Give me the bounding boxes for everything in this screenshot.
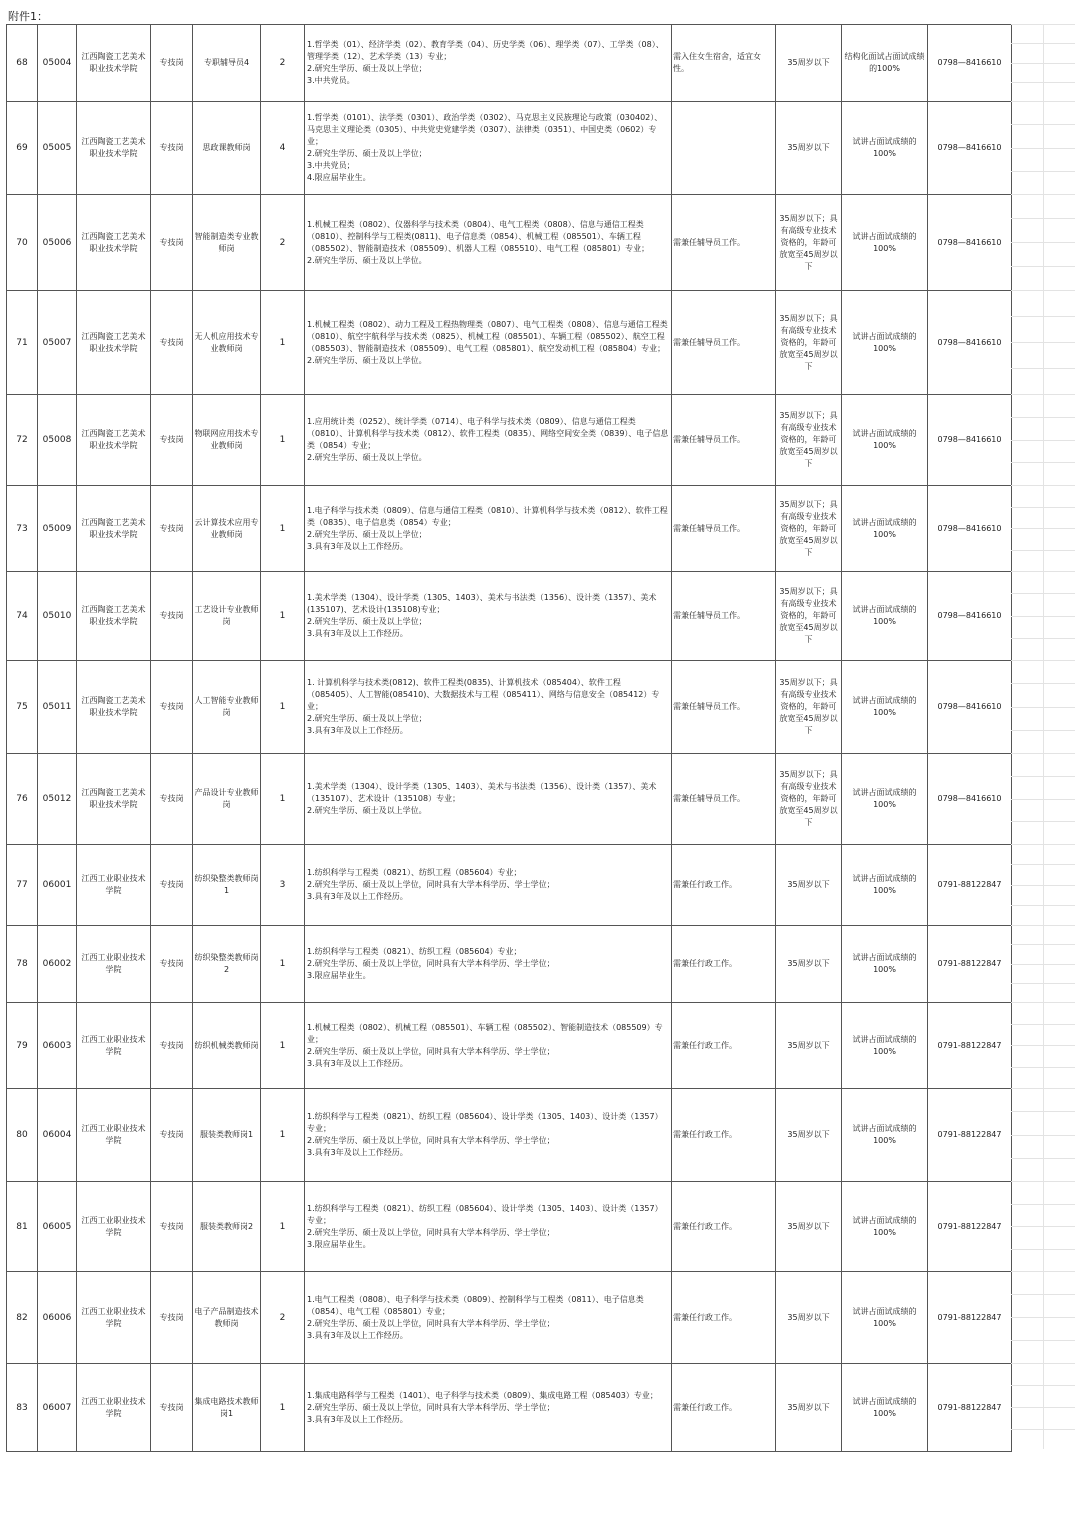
post-code-cell: 06004	[38, 1089, 77, 1182]
exam-method-cell: 试讲占面试成绩的100%	[842, 926, 928, 1003]
row-number-cell: 81	[7, 1182, 38, 1272]
exam-method-cell: 试讲占面试成绩的100%	[842, 486, 928, 572]
grid-horizontal-line	[1011, 1226, 1075, 1227]
unit-name-cell: 江西工业职业技术学院	[77, 1089, 151, 1182]
grid-horizontal-line	[1011, 1271, 1075, 1272]
grid-horizontal-line	[1011, 266, 1075, 267]
unit-name-cell: 江西陶瓷工艺美术职业技术学院	[77, 754, 151, 845]
grid-horizontal-line	[1011, 342, 1075, 343]
requirements-cell: 1.机械工程类（0802）、动力工程及工程热物理类（0807）、电气工程类（0808）、信息与通信工程类（0810）、航空宇航科学与技术类（0825）、机械工程（085501）、车辆工程（085502）、航空工程（085503）、智能制造技术（085509）、电气工程（085801）、航空发动机工程（085804）专业； 2.研究生学历、硕士及以上学位。	[305, 291, 672, 395]
post-name-cell: 集成电路技术教师岗1	[193, 1364, 261, 1452]
requirements-cell: 1.机械工程类（0802）、仪器科学与技术类（0804）、电气工程类（0808）、信息与通信工程类（0810）、控制科学与工程类(0811)、电子信息类（0854）、机械工程（085501）、车辆工程（085502）、智能制造技术（085509）、机器人工程（085510）、电气工程（085801）专业； 2.研究生学历、硕士及以上学位。	[305, 195, 672, 291]
unit-name-cell: 江西陶瓷工艺美术职业技术学院	[77, 102, 151, 195]
notes-cell: 需兼任行政工作。	[672, 1364, 776, 1452]
requirements-cell: 1.纺织科学与工程类（0821）、纺织工程（085604）专业； 2.研究生学历、硕士及以上学位，同时具有大学本科学历、学士学位； 3.限应届毕业生。	[305, 926, 672, 1003]
unit-name-cell: 江西工业职业技术学院	[77, 845, 151, 926]
table-row	[7, 754, 1012, 845]
unit-name-cell: 江西陶瓷工艺美术职业技术学院	[77, 661, 151, 754]
grid-horizontal-line	[1011, 885, 1075, 886]
post-name-cell: 纺织染整类教师岗2	[193, 926, 261, 1003]
exam-method-cell: 试讲占面试成绩的100%	[842, 291, 928, 395]
phone-cell: 0798—8416610	[928, 486, 1012, 572]
table-row	[7, 102, 1012, 195]
grid-horizontal-line	[1011, 63, 1075, 64]
table-row	[7, 291, 1012, 395]
grid-horizontal-line	[1011, 218, 1075, 219]
headcount-cell: 1	[261, 291, 305, 395]
notes-cell: 需兼任辅导员工作。	[672, 572, 776, 661]
age-limit-cell: 35周岁以下；具有高级专业技术资格的，年龄可放宽至45周岁以下	[776, 754, 842, 845]
grid-horizontal-line	[1011, 462, 1075, 463]
unit-name-cell: 江西陶瓷工艺美术职业技术学院	[77, 291, 151, 395]
post-name-cell: 电子产品制造技术教师岗	[193, 1272, 261, 1364]
post-category-cell: 专技岗	[151, 102, 193, 195]
notes-cell	[672, 102, 776, 195]
grid-horizontal-line	[1011, 82, 1075, 83]
post-category-cell: 专技岗	[151, 1272, 193, 1364]
headcount-cell: 1	[261, 754, 305, 845]
age-limit-cell: 35周岁以下；具有高级专业技术资格的，年龄可放宽至45周岁以下	[776, 572, 842, 661]
requirements-cell: 1.美术学类（1304）、设计学类（1305、1403）、美术与书法类（1356）、设计类（1357）、美术（135107）、艺术设计（135108）专业； 2.研究生学历、硕士及以上学位。	[305, 754, 672, 845]
table-row	[7, 25, 1012, 102]
grid-horizontal-line	[1011, 1024, 1075, 1025]
spreadsheet-gridlines	[1011, 24, 1075, 1449]
row-number-cell: 71	[7, 291, 38, 395]
row-number-cell: 69	[7, 102, 38, 195]
post-name-cell: 纺织染整类教师岗1	[193, 845, 261, 926]
notes-cell: 需兼任行政工作。	[672, 1089, 776, 1182]
exam-method-cell: 试讲占面试成绩的100%	[842, 572, 928, 661]
age-limit-cell: 35周岁以下；具有高级专业技术资格的，年龄可放宽至45周岁以下	[776, 661, 842, 754]
age-limit-cell: 35周岁以下；具有高级专业技术资格的，年龄可放宽至45周岁以下	[776, 486, 842, 572]
unit-name-cell: 江西工业职业技术学院	[77, 1003, 151, 1089]
post-code-cell: 05005	[38, 102, 77, 195]
exam-method-cell: 结构化面试占面试成绩的100%	[842, 25, 928, 102]
row-number-cell: 77	[7, 845, 38, 926]
grid-horizontal-line	[1011, 171, 1075, 172]
age-limit-cell: 35周岁以下；具有高级专业技术资格的，年龄可放宽至45周岁以下	[776, 291, 842, 395]
recruitment-table	[6, 24, 1012, 1452]
grid-horizontal-line	[1011, 290, 1075, 291]
post-code-cell: 05007	[38, 291, 77, 395]
phone-cell: 0798—8416610	[928, 102, 1012, 195]
post-name-cell: 物联网应用技术专业教师岗	[193, 395, 261, 486]
post-category-cell: 专技岗	[151, 25, 193, 102]
notes-cell: 需兼任行政工作。	[672, 926, 776, 1003]
table-row	[7, 1364, 1012, 1452]
post-code-cell: 06007	[38, 1364, 77, 1452]
exam-method-cell: 试讲占面试成绩的100%	[842, 1089, 928, 1182]
grid-horizontal-line	[1011, 368, 1075, 369]
post-name-cell: 服装类教师岗2	[193, 1182, 261, 1272]
post-code-cell: 06001	[38, 845, 77, 926]
post-name-cell: 思政课教师岗	[193, 102, 261, 195]
grid-horizontal-line	[1011, 753, 1075, 754]
notes-cell: 需兼任辅导员工作。	[672, 291, 776, 395]
phone-cell: 0791-88122847	[928, 845, 1012, 926]
grid-horizontal-line	[1011, 507, 1075, 508]
post-name-cell: 云计算技术应用专业教师岗	[193, 486, 261, 572]
exam-method-cell: 试讲占面试成绩的100%	[842, 1272, 928, 1364]
grid-horizontal-line	[1011, 124, 1075, 125]
exam-method-cell: 试讲占面试成绩的100%	[842, 195, 928, 291]
notes-cell: 需入住女生宿舍，适宜女性。	[672, 25, 776, 102]
post-name-cell: 纺织机械类教师岗	[193, 1003, 261, 1089]
grid-horizontal-line	[1011, 1249, 1075, 1250]
grid-horizontal-line	[1011, 776, 1075, 777]
post-code-cell: 05006	[38, 195, 77, 291]
grid-horizontal-line	[1011, 571, 1075, 572]
grid-horizontal-line	[1011, 550, 1075, 551]
grid-horizontal-line	[1011, 316, 1075, 317]
attachment-label: 附件1：	[8, 10, 48, 23]
headcount-cell: 4	[261, 102, 305, 195]
row-number-cell: 68	[7, 25, 38, 102]
grid-horizontal-line	[1011, 528, 1075, 529]
grid-horizontal-line	[1011, 905, 1075, 906]
post-category-cell: 专技岗	[151, 754, 193, 845]
table-body	[7, 25, 1012, 1452]
row-number-cell: 75	[7, 661, 38, 754]
grid-horizontal-line	[1011, 1002, 1075, 1003]
table-row	[7, 926, 1012, 1003]
grid-horizontal-line	[1011, 1067, 1075, 1068]
exam-method-cell: 试讲占面试成绩的100%	[842, 1003, 928, 1089]
grid-horizontal-line	[1011, 660, 1075, 661]
headcount-cell: 2	[261, 1272, 305, 1364]
phone-cell: 0798—8416610	[928, 754, 1012, 845]
phone-cell: 0798—8416610	[928, 395, 1012, 486]
post-category-cell: 专技岗	[151, 1182, 193, 1272]
phone-cell: 0798—8416610	[928, 291, 1012, 395]
table-row	[7, 845, 1012, 926]
table-row	[7, 1003, 1012, 1089]
phone-cell: 0791-88122847	[928, 926, 1012, 1003]
age-limit-cell: 35周岁以下	[776, 1089, 842, 1182]
grid-horizontal-line	[1011, 417, 1075, 418]
requirements-cell: 1.纺织科学与工程类（0821）、纺织工程（085604）、设计学类（1305、1403）、设计类（1357）专业； 2.研究生学历、硕士及以上学位，同时具有大学本科学历、学士学位； 3.限应届毕业生。	[305, 1182, 672, 1272]
row-number-cell: 79	[7, 1003, 38, 1089]
grid-horizontal-line	[1011, 683, 1075, 684]
row-number-cell: 73	[7, 486, 38, 572]
grid-horizontal-line	[1011, 242, 1075, 243]
post-code-cell: 05009	[38, 486, 77, 572]
headcount-cell: 1	[261, 1182, 305, 1272]
row-number-cell: 80	[7, 1089, 38, 1182]
row-number-cell: 83	[7, 1364, 38, 1452]
post-category-cell: 专技岗	[151, 395, 193, 486]
requirements-cell: 1.纺织科学与工程类（0821）、纺织工程（085604）专业； 2.研究生学历、硕士及以上学位，同时具有大学本科学历、学士学位； 3.具有3年及以上工作经历。	[305, 845, 672, 926]
grid-horizontal-line	[1011, 799, 1075, 800]
post-code-cell: 06002	[38, 926, 77, 1003]
grid-horizontal-line	[1011, 925, 1075, 926]
unit-name-cell: 江西工业职业技术学院	[77, 1272, 151, 1364]
notes-cell: 需兼任辅导员工作。	[672, 395, 776, 486]
notes-cell: 需兼任行政工作。	[672, 1003, 776, 1089]
age-limit-cell: 35周岁以下；具有高级专业技术资格的，年龄可放宽至45周岁以下	[776, 195, 842, 291]
row-number-cell: 72	[7, 395, 38, 486]
grid-horizontal-line	[1011, 864, 1075, 865]
unit-name-cell: 江西陶瓷工艺美术职业技术学院	[77, 25, 151, 102]
post-name-cell: 工艺设计专业教师岗	[193, 572, 261, 661]
grid-horizontal-line	[1011, 593, 1075, 594]
post-category-cell: 专技岗	[151, 845, 193, 926]
requirements-cell: 1.纺织科学与工程类（0821）、纺织工程（085604）、设计学类（1305、1403）、设计类（1357）专业； 2.研究生学历、硕士及以上学位，同时具有大学本科学历、学士学位； 3.具有3年及以上工作经历。	[305, 1089, 672, 1182]
grid-horizontal-line	[1011, 485, 1075, 486]
post-code-cell: 05012	[38, 754, 77, 845]
grid-horizontal-line	[1011, 1363, 1075, 1364]
notes-cell: 需兼任行政工作。	[672, 1182, 776, 1272]
phone-cell: 0791-88122847	[928, 1003, 1012, 1089]
grid-horizontal-line	[1011, 148, 1075, 149]
post-name-cell: 智能制造类专业教师岗	[193, 195, 261, 291]
post-code-cell: 06003	[38, 1003, 77, 1089]
post-code-cell: 05011	[38, 661, 77, 754]
grid-horizontal-line	[1011, 1317, 1075, 1318]
phone-cell: 0791-88122847	[928, 1182, 1012, 1272]
table-row	[7, 1272, 1012, 1364]
notes-cell: 需兼任行政工作。	[672, 1272, 776, 1364]
grid-horizontal-line	[1011, 101, 1075, 102]
grid-vertical-line	[1043, 24, 1044, 1449]
exam-method-cell: 试讲占面试成绩的100%	[842, 102, 928, 195]
notes-cell: 需兼任辅导员工作。	[672, 661, 776, 754]
post-category-cell: 专技岗	[151, 926, 193, 1003]
age-limit-cell: 35周岁以下	[776, 1272, 842, 1364]
grid-horizontal-line	[1011, 194, 1075, 195]
grid-horizontal-line	[1011, 1385, 1075, 1386]
table-row	[7, 661, 1012, 754]
grid-horizontal-line	[1011, 1088, 1075, 1089]
row-number-cell: 82	[7, 1272, 38, 1364]
grid-horizontal-line	[1011, 394, 1075, 395]
table-row	[7, 1089, 1012, 1182]
grid-horizontal-line	[1011, 730, 1075, 731]
post-category-cell: 专技岗	[151, 1089, 193, 1182]
requirements-cell: 1.美术学类（1304）、设计学类（1305、1403）、美术与书法类（1356）、设计类（1357）、美术(135107)、艺术设计(135108)专业； 2.研究生学历、硕士及以上学位； 3.具有3年及以上工作经历。	[305, 572, 672, 661]
row-number-cell: 76	[7, 754, 38, 845]
age-limit-cell: 35周岁以下	[776, 845, 842, 926]
post-name-cell: 人工智能专业教师岗	[193, 661, 261, 754]
age-limit-cell: 35周岁以下	[776, 102, 842, 195]
phone-cell: 0798—8416610	[928, 661, 1012, 754]
age-limit-cell: 35周岁以下	[776, 1364, 842, 1452]
grid-horizontal-line	[1011, 1429, 1075, 1430]
post-category-cell: 专技岗	[151, 486, 193, 572]
post-code-cell: 05004	[38, 25, 77, 102]
phone-cell: 0791-88122847	[928, 1089, 1012, 1182]
notes-cell: 需兼任辅导员工作。	[672, 486, 776, 572]
table-row	[7, 395, 1012, 486]
table-row	[7, 572, 1012, 661]
phone-cell: 0791-88122847	[928, 1272, 1012, 1364]
age-limit-cell: 35周岁以下；具有高级专业技术资格的，年龄可放宽至45周岁以下	[776, 395, 842, 486]
headcount-cell: 2	[261, 195, 305, 291]
headcount-cell: 1	[261, 661, 305, 754]
exam-method-cell: 试讲占面试成绩的100%	[842, 661, 928, 754]
phone-cell: 0791-88122847	[928, 1364, 1012, 1452]
grid-horizontal-line	[1011, 1340, 1075, 1341]
post-name-cell: 产品设计专业教师岗	[193, 754, 261, 845]
post-category-cell: 专技岗	[151, 291, 193, 395]
requirements-cell: 1.机械工程类（0802）、机械工程（085501）、车辆工程（085502）、智能制造技术（085509）专业； 2.研究生学历、硕士及以上学位，同时具有大学本科学历、学士学位； 3.具有3年及以上工作经历。	[305, 1003, 672, 1089]
phone-cell: 0798—8416610	[928, 572, 1012, 661]
grid-horizontal-line	[1011, 1294, 1075, 1295]
unit-name-cell: 江西陶瓷工艺美术职业技术学院	[77, 486, 151, 572]
grid-horizontal-line	[1011, 1158, 1075, 1159]
grid-horizontal-line	[1011, 1135, 1075, 1136]
grid-horizontal-line	[1011, 707, 1075, 708]
age-limit-cell: 35周岁以下	[776, 1003, 842, 1089]
headcount-cell: 1	[261, 486, 305, 572]
table-row	[7, 486, 1012, 572]
notes-cell: 需兼任行政工作。	[672, 845, 776, 926]
grid-horizontal-line	[1011, 1111, 1075, 1112]
grid-horizontal-line	[1011, 1407, 1075, 1408]
exam-method-cell: 试讲占面试成绩的100%	[842, 1182, 928, 1272]
phone-cell: 0798—8416610	[928, 25, 1012, 102]
grid-horizontal-line	[1011, 1181, 1075, 1182]
post-category-cell: 专技岗	[151, 1364, 193, 1452]
grid-horizontal-line	[1011, 440, 1075, 441]
headcount-cell: 1	[261, 572, 305, 661]
post-name-cell: 无人机应用技术专业教师岗	[193, 291, 261, 395]
age-limit-cell: 35周岁以下	[776, 25, 842, 102]
age-limit-cell: 35周岁以下	[776, 926, 842, 1003]
requirements-cell: 1. 计算机科学与技术类(0812)、软件工程类(0835)、计算机技术（085404）、软件工程（085405）、人工智能(085410)、大数据技术与工程（085411）、网络与信息安全（085412）专业； 2.研究生学历、硕士及以上学位； 3.具有3年及以上工作经历。	[305, 661, 672, 754]
row-number-cell: 70	[7, 195, 38, 291]
requirements-cell: 1.集成电路科学与工程类（1401）、电子科学与技术类（0809）、集成电路工程（085403）专业； 2.研究生学历、硕士及以上学位，同时具有大学本科学历、学士学位； 3.具有3年及以上工作经历。	[305, 1364, 672, 1452]
post-code-cell: 06006	[38, 1272, 77, 1364]
notes-cell: 需兼任辅导员工作。	[672, 195, 776, 291]
headcount-cell: 3	[261, 845, 305, 926]
post-name-cell: 专职辅导员4	[193, 25, 261, 102]
grid-horizontal-line	[1011, 1204, 1075, 1205]
unit-name-cell: 江西陶瓷工艺美术职业技术学院	[77, 572, 151, 661]
unit-name-cell: 江西工业职业技术学院	[77, 1182, 151, 1272]
post-code-cell: 05008	[38, 395, 77, 486]
requirements-cell: 1.电气工程类（0808）、电子科学与技术类（0809）、控制科学与工程类（0811）、电子信息类（0854）、电气工程（085801）专业； 2.研究生学历、硕士及以上学位，同时具有大学本科学历、学士学位； 3.具有3年及以上工作经历。	[305, 1272, 672, 1364]
headcount-cell: 1	[261, 926, 305, 1003]
grid-horizontal-line	[1011, 983, 1075, 984]
phone-cell: 0798—8416610	[928, 195, 1012, 291]
headcount-cell: 1	[261, 395, 305, 486]
grid-horizontal-line	[1011, 43, 1075, 44]
unit-name-cell: 江西工业职业技术学院	[77, 926, 151, 1003]
exam-method-cell: 试讲占面试成绩的100%	[842, 845, 928, 926]
table-row	[7, 1182, 1012, 1272]
requirements-cell: 1.电子科学与技术类（0809）、信息与通信工程类（0810）、计算机科学与技术类（0812）、软件工程类（0835）、电子信息类（0854）专业； 2.研究生学历、硕士及以上学位； 3.具有3年及以上工作经历。	[305, 486, 672, 572]
row-number-cell: 78	[7, 926, 38, 1003]
post-name-cell: 服装类教师岗1	[193, 1089, 261, 1182]
grid-horizontal-line	[1011, 844, 1075, 845]
headcount-cell: 1	[261, 1003, 305, 1089]
requirements-cell: 1.哲学类（0101）、法学类（0301）、政治学类（0302）、马克思主义民族理论与政策（030402）、马克思主义理论类（0305）、中共党史党建学类（0307）、法律类（0351）、中国史类（0602）专业； 2.研究生学历、硕士及以上学位； 3.中共党员； 4.限应届毕业生。	[305, 102, 672, 195]
post-code-cell: 05010	[38, 572, 77, 661]
grid-horizontal-line	[1011, 944, 1075, 945]
exam-method-cell: 试讲占面试成绩的100%	[842, 395, 928, 486]
requirements-cell: 1.哲学类（01）、经济学类（02）、教育学类（04）、历史学类（06）、理学类（07）、工学类（08）、管理学类（12）、艺术学类（13）专业； 2.研究生学历、硕士及以上学位； 3.中共党员。	[305, 25, 672, 102]
exam-method-cell: 试讲占面试成绩的100%	[842, 1364, 928, 1452]
grid-horizontal-line	[1011, 24, 1075, 25]
age-limit-cell: 35周岁以下	[776, 1182, 842, 1272]
headcount-cell: 2	[261, 25, 305, 102]
notes-cell: 需兼任辅导员工作。	[672, 754, 776, 845]
grid-horizontal-line	[1011, 821, 1075, 822]
post-category-cell: 专技岗	[151, 1003, 193, 1089]
headcount-cell: 1	[261, 1364, 305, 1452]
grid-horizontal-line	[1011, 1045, 1075, 1046]
unit-name-cell: 江西工业职业技术学院	[77, 1364, 151, 1452]
unit-name-cell: 江西陶瓷工艺美术职业技术学院	[77, 395, 151, 486]
grid-horizontal-line	[1011, 638, 1075, 639]
post-category-cell: 专技岗	[151, 572, 193, 661]
exam-method-cell: 试讲占面试成绩的100%	[842, 754, 928, 845]
table-row	[7, 195, 1012, 291]
unit-name-cell: 江西陶瓷工艺美术职业技术学院	[77, 195, 151, 291]
post-code-cell: 06005	[38, 1182, 77, 1272]
headcount-cell: 1	[261, 1089, 305, 1182]
requirements-cell: 1.应用统计类（0252）、统计学类（0714）、电子科学与技术类（0809）、信息与通信工程类（0810）、计算机科学与技术类（0812）、软件工程类（0835）、网络空间安全类（0839）、电子信息类（0854）专业； 2.研究生学历、硕士及以上学位。	[305, 395, 672, 486]
post-category-cell: 专技岗	[151, 661, 193, 754]
grid-horizontal-line	[1011, 616, 1075, 617]
post-category-cell: 专技岗	[151, 195, 193, 291]
grid-horizontal-line	[1011, 964, 1075, 965]
row-number-cell: 74	[7, 572, 38, 661]
